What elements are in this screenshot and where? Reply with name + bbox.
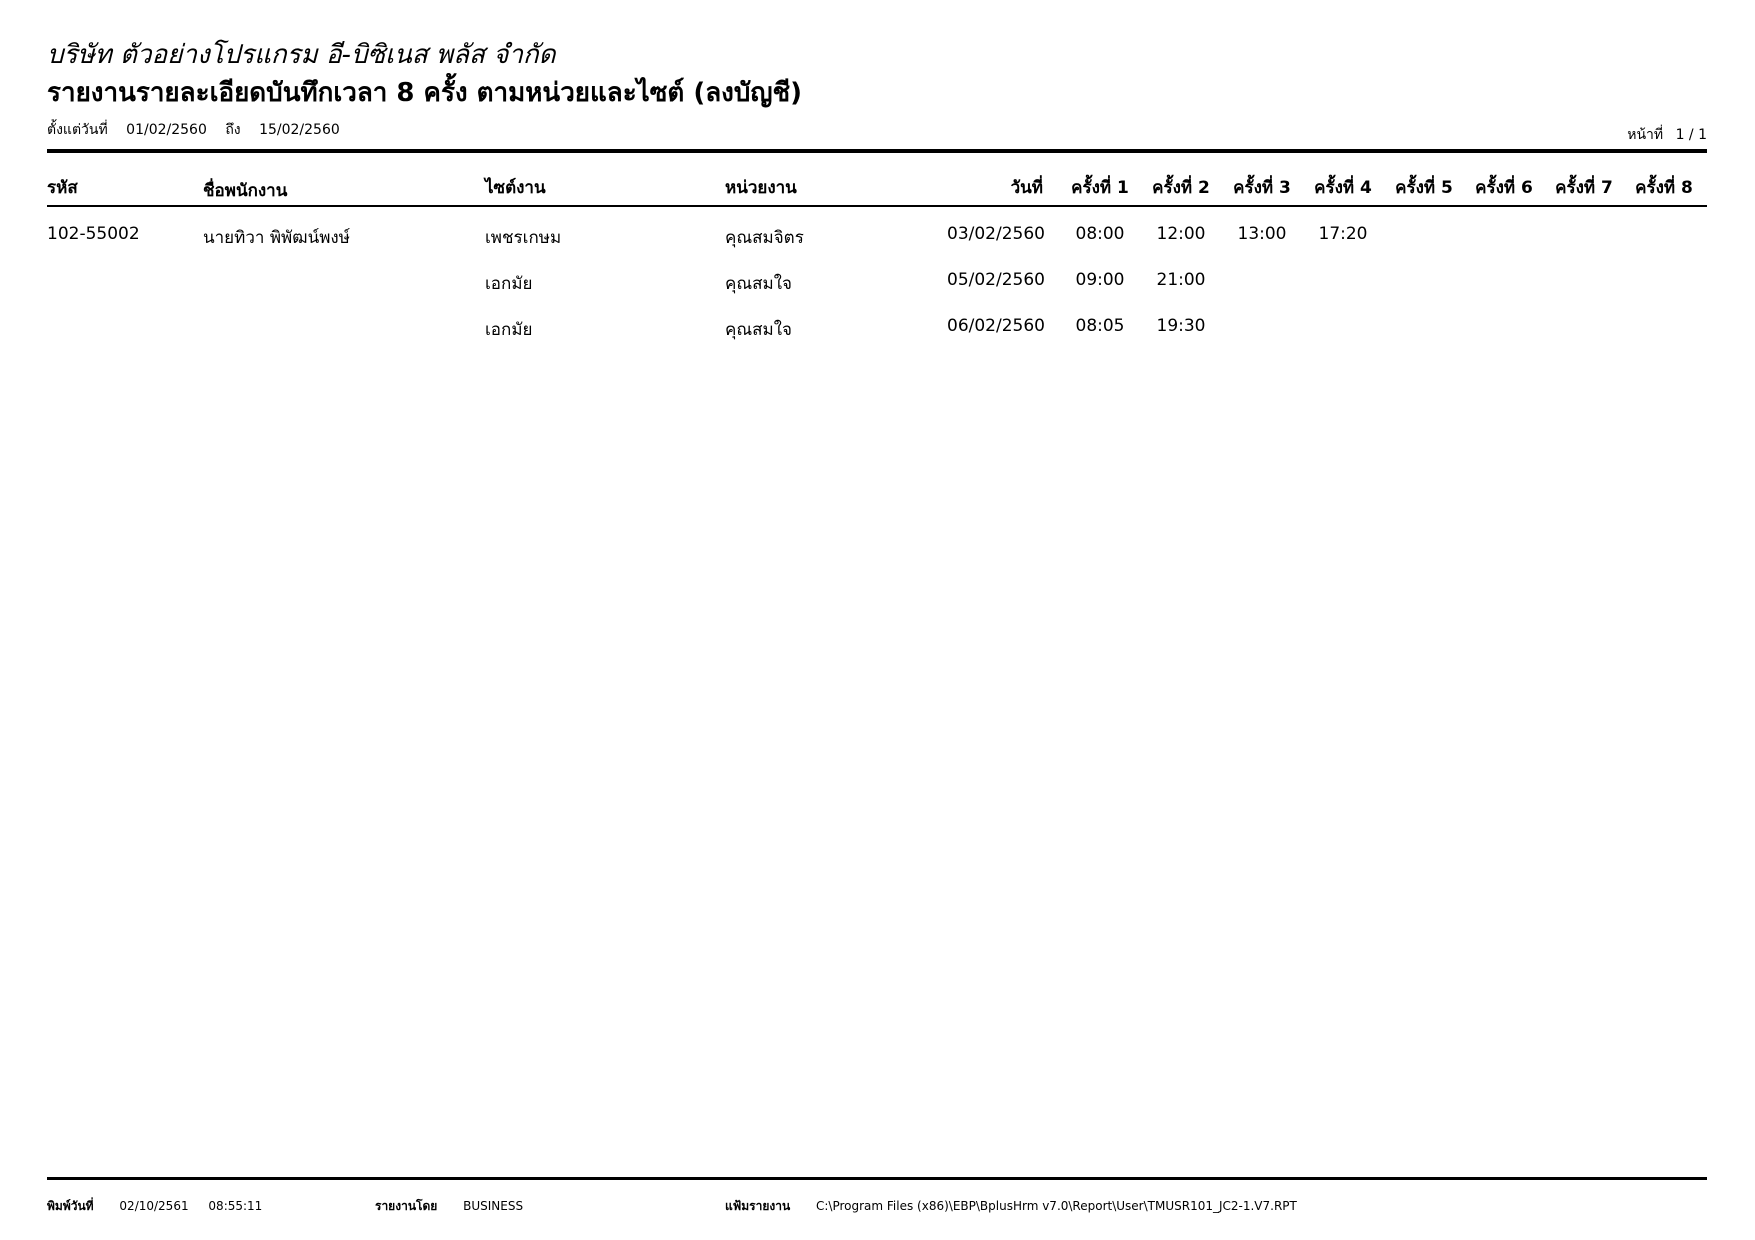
cell-time-2: 12:00	[1156, 224, 1206, 244]
footer-print-info	[47, 1197, 278, 1216]
cell-time-2: 21:00	[1156, 270, 1206, 290]
report-by-value: BUSINESS	[463, 1199, 524, 1213]
company-name: บริษัท ตัวอย่างโปรแกรม อี-บิซิเนส พลัส จำกัด	[47, 40, 556, 70]
to-label: ถึง	[225, 122, 241, 138]
col-header-t2: ครั้งที่ 2	[1152, 178, 1210, 198]
cell-time-3: 13:00	[1237, 224, 1287, 244]
cell-site: เอกมัย	[485, 274, 533, 294]
col-header-code: รหัส	[47, 178, 78, 198]
page-label: หน้าที่	[1627, 127, 1664, 143]
cell-name: นายทิวา พิพัฒน์พงษ์	[203, 228, 350, 248]
col-header-t4: ครั้งที่ 4	[1314, 178, 1372, 198]
from-label: ตั้งแต่วันที่	[47, 122, 108, 138]
col-header-name: ชื่อพนักงาน	[203, 181, 288, 201]
page-value: 1 / 1	[1675, 127, 1707, 143]
cell-unit: คุณสมใจ	[725, 274, 792, 294]
col-header-unit: หน่วยงาน	[725, 178, 797, 198]
report-file-path: C:\Program Files (x86)\EBP\BplusHrm v7.0\Report\User\TMUSR101_JC2-1.V7.RPT	[815, 1199, 1297, 1213]
cell-unit: คุณสมจิตร	[725, 228, 804, 248]
print-time: 08:55:11	[208, 1199, 263, 1213]
col-header-t1: ครั้งที่ 1	[1071, 178, 1129, 198]
from-date: 01/02/2560	[126, 122, 207, 138]
col-header-site: ไซต์งาน	[485, 178, 546, 198]
cell-unit: คุณสมใจ	[725, 320, 792, 340]
footer-divider	[47, 1177, 1707, 1180]
cell-site: เพชรเกษม	[485, 228, 562, 248]
cell-time-1: 08:05	[1075, 316, 1125, 336]
col-header-t6: ครั้งที่ 6	[1475, 178, 1533, 198]
report-title: รายงานรายละเอียดบันทึกเวลา 8 ครั้ง ตามหน่วยและไซต์ (ลงบัญชี)	[47, 78, 803, 108]
report-file-label: แฟ้มรายงาน	[725, 1199, 791, 1213]
cell-site: เอกมัย	[485, 320, 533, 340]
cell-time-4: 17:20	[1318, 224, 1368, 244]
print-date-label: พิมพ์วันที่	[47, 1199, 94, 1213]
to-date: 15/02/2560	[259, 122, 340, 138]
cell-date: 03/02/2560	[947, 224, 1045, 244]
cell-time-1: 08:00	[1075, 224, 1125, 244]
cell-date: 06/02/2560	[947, 316, 1045, 336]
column-header-divider	[47, 205, 1707, 207]
cell-date: 05/02/2560	[947, 270, 1045, 290]
cell-time-1: 09:00	[1075, 270, 1125, 290]
col-header-t3: ครั้งที่ 3	[1233, 178, 1291, 198]
date-range	[47, 119, 354, 141]
cell-code: 102-55002	[47, 224, 140, 244]
print-date: 02/10/2561	[119, 1199, 189, 1213]
footer-report-file	[725, 1197, 1313, 1216]
col-header-t8: ครั้งที่ 8	[1635, 178, 1693, 198]
col-header-t7: ครั้งที่ 7	[1555, 178, 1613, 198]
footer-report-by	[375, 1197, 539, 1216]
col-header-date: วันที่	[1010, 178, 1043, 198]
cell-time-2: 19:30	[1156, 316, 1206, 336]
page-number	[1619, 124, 1707, 146]
report-by-label: รายงานโดย	[375, 1199, 438, 1213]
header-divider	[47, 149, 1707, 153]
col-header-t5: ครั้งที่ 5	[1395, 178, 1453, 198]
report-page	[47, 0, 1707, 1240]
